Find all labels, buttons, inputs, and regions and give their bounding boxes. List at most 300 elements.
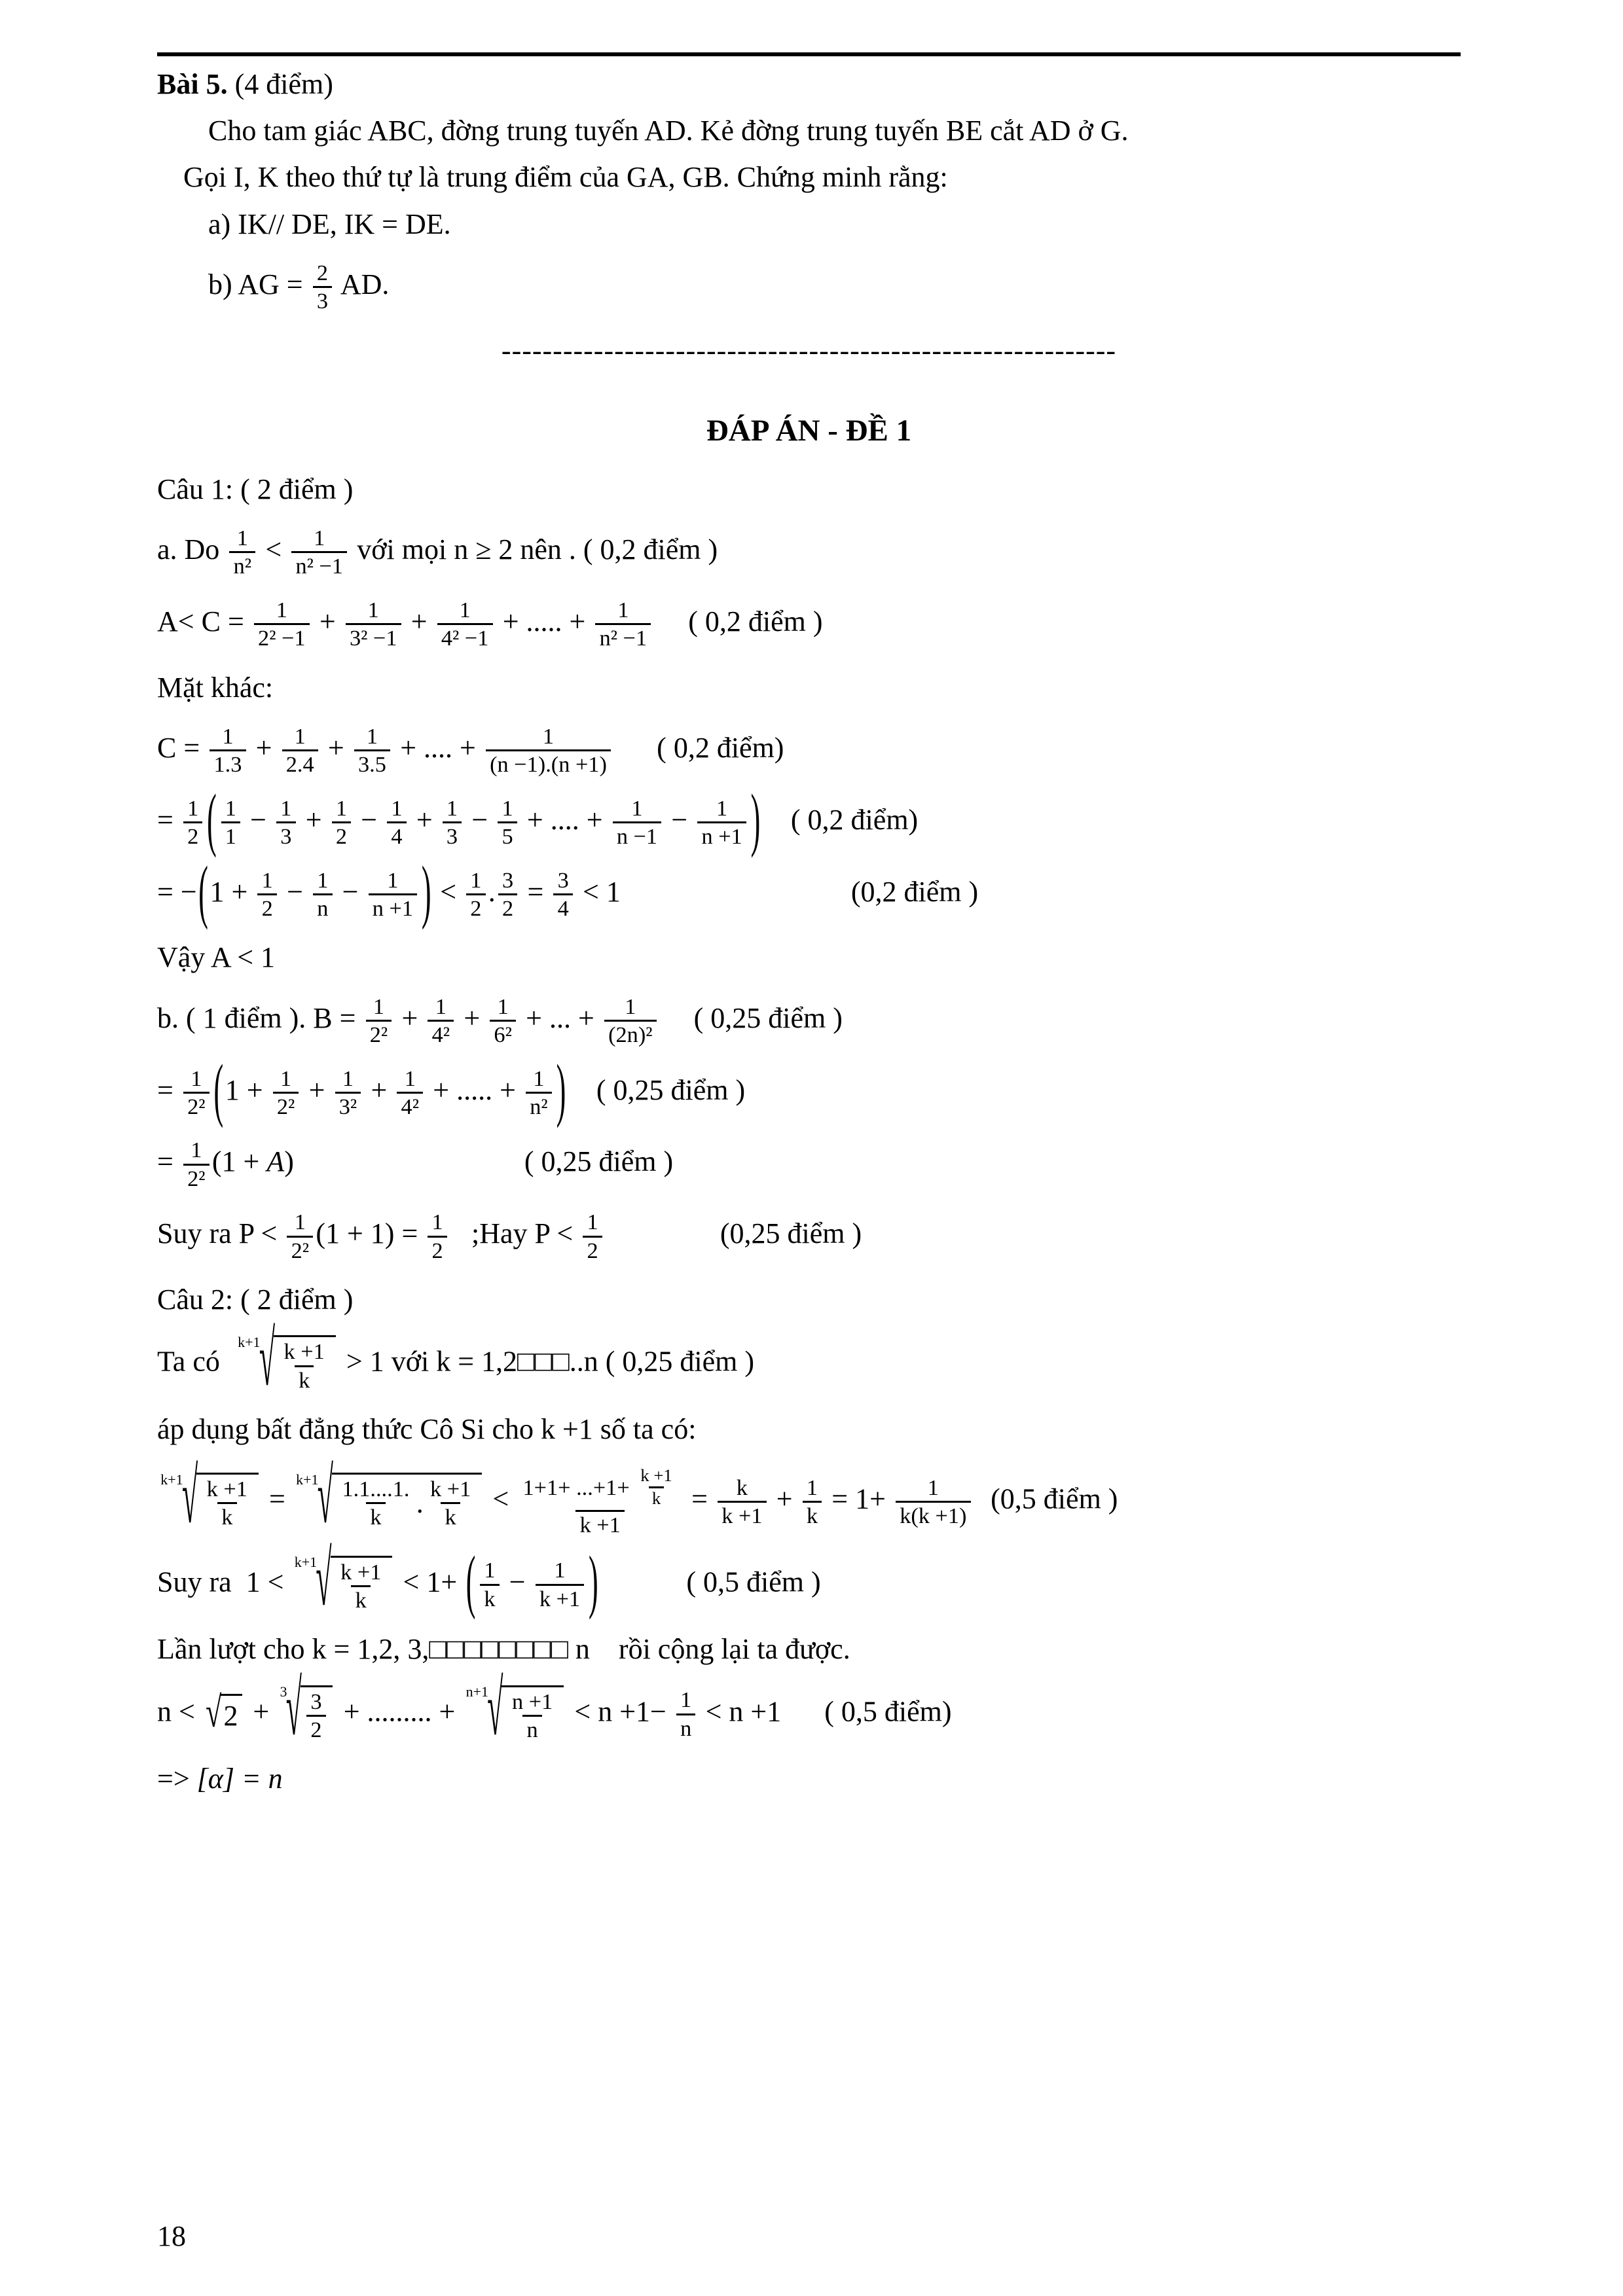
fraction-denominator: 2² — [273, 1092, 299, 1120]
text-run: + — [298, 803, 329, 836]
bai5-item-b — [157, 260, 1461, 315]
fraction-denominator: 2 — [428, 1236, 447, 1264]
fraction-denominator: (2n)² — [604, 1020, 657, 1048]
fraction-numerator: 1 — [533, 1066, 545, 1091]
text-run: < n +1 — [698, 1695, 782, 1728]
radical-index: k+1 — [294, 1554, 318, 1571]
fraction — [354, 723, 390, 778]
answer-heading — [157, 411, 1461, 451]
radical-index: k+1 — [238, 1333, 261, 1350]
fraction-numerator: 1 — [280, 795, 292, 821]
fraction — [254, 597, 310, 652]
text-run: + — [403, 605, 435, 637]
fraction-numerator: 1 — [367, 597, 379, 622]
fraction-denominator: k — [803, 1501, 822, 1529]
fraction-numerator: 1 — [631, 795, 643, 821]
radical-sign: √ — [316, 1535, 332, 1623]
fraction — [803, 1475, 822, 1530]
fraction — [718, 1475, 767, 1530]
text-run: + — [409, 803, 440, 836]
fraction — [273, 1066, 299, 1121]
fraction — [480, 1557, 500, 1612]
cau1-title — [157, 471, 1461, 508]
text-run: ( 0,25 điểm ) — [524, 1145, 674, 1178]
fraction-denominator: k — [649, 1486, 664, 1509]
spacer — [653, 630, 688, 631]
fraction — [428, 1209, 447, 1264]
fraction-denominator: k — [366, 1502, 386, 1530]
fraction-denominator: n −1 — [613, 821, 662, 850]
text-run: (0,2 điểm ) — [850, 875, 979, 908]
text-run: Cho tam giác ABC, đờng trung tuyến AD. Kẻ đờng trung tuyến BE cắt AD ở G. — [208, 115, 1129, 147]
fraction-denominator: n² −1 — [291, 551, 347, 579]
radical — [160, 1453, 259, 1540]
fraction — [202, 1476, 251, 1531]
text-run: < — [485, 1482, 517, 1515]
fraction-numerator: 1 — [366, 723, 378, 749]
radical — [206, 1688, 242, 1737]
fraction-numerator: k +1 — [340, 1559, 382, 1585]
bai5-text-1 — [157, 112, 1461, 149]
text-run: < 1 — [575, 875, 621, 908]
fraction-numerator: k +1 — [283, 1339, 325, 1365]
text-run: [α] = n — [196, 1763, 283, 1795]
text-run: ( 0,5 điểm ) — [686, 1566, 821, 1598]
fraction-numerator: 1 — [191, 1138, 202, 1163]
text-run: 2 — [223, 1699, 238, 1732]
bai5-text-2 — [157, 158, 1461, 196]
text-run: n < — [157, 1695, 202, 1728]
fraction — [437, 597, 493, 652]
radical-sign: √ — [285, 1665, 302, 1753]
text-run: (0,25 điểm ) — [720, 1217, 862, 1250]
text-run: a. Do — [157, 533, 227, 566]
text-run: (4 điểm) — [234, 68, 333, 100]
fraction-numerator: 1 — [222, 723, 234, 749]
text-run: A — [266, 1145, 285, 1178]
text-run: + — [394, 1001, 426, 1034]
fraction-numerator: 1 — [554, 1558, 566, 1583]
radical-sign: √ — [181, 1453, 198, 1540]
text-run: A< C = — [157, 605, 251, 637]
text-run: ( 0,2 điểm ) — [688, 605, 823, 637]
fraction — [210, 723, 246, 778]
text-run: < — [258, 533, 289, 566]
fraction — [387, 795, 407, 850]
text-run: + — [312, 605, 343, 637]
radical-content — [301, 1685, 333, 1744]
fraction — [335, 1066, 361, 1121]
text-run: < 1+ — [395, 1566, 465, 1598]
text-run: = — [157, 803, 181, 836]
radical-content — [196, 1473, 259, 1531]
text-run: ( 0,2 điểm) — [657, 731, 784, 764]
fraction — [366, 994, 392, 1049]
fraction-numerator: 1 — [391, 795, 403, 821]
text-run: ------------------------------------------------------------ — [501, 334, 1117, 367]
text-run: − — [335, 875, 366, 908]
fraction-denominator: (n −1).(n +1) — [486, 749, 611, 778]
fraction — [337, 1559, 386, 1614]
spacer — [600, 1590, 686, 1591]
radical-content — [274, 1335, 336, 1393]
text-run: (1 + 1) = — [316, 1217, 426, 1250]
text-run: + — [320, 731, 352, 764]
cau1a-line4 — [157, 723, 1461, 778]
text-run: + ..... + — [495, 605, 593, 637]
text-run: Ta có — [157, 1345, 234, 1378]
cau1b-line1 — [157, 994, 1461, 1049]
fraction-denominator: 6² — [490, 1020, 516, 1048]
fraction-denominator: k +1 — [536, 1584, 585, 1612]
fraction — [287, 1209, 313, 1264]
fraction-numerator: 1 — [459, 597, 471, 622]
text-run: . — [488, 875, 496, 908]
fraction-numerator: 1 — [236, 526, 248, 551]
fraction — [595, 597, 651, 652]
fraction-denominator: k — [351, 1585, 371, 1613]
fraction-numerator: 1 — [927, 1475, 939, 1500]
fraction — [397, 1066, 423, 1121]
fraction — [553, 867, 573, 922]
spacer — [781, 1720, 824, 1721]
text-run: < — [433, 875, 464, 908]
text-run: + ......... + — [336, 1695, 463, 1728]
text-run: b. ( 1 điểm ). B = — [157, 1001, 363, 1034]
fraction — [428, 994, 454, 1049]
text-run: (1 + — [211, 1145, 267, 1178]
text-run: với mọi n ≥ 2 nên . ( 0,2 điểm ) — [350, 533, 718, 566]
fraction — [183, 795, 203, 850]
fraction-numerator: n +1 — [512, 1689, 553, 1714]
cau2-line7 — [157, 1760, 1461, 1797]
text-run: a) IK// DE, IK = DE. — [208, 207, 451, 240]
fraction-numerator: 3 — [310, 1689, 322, 1714]
radical-sign: √ — [259, 1316, 275, 1403]
text-run: ĐÁP ÁN - ĐỀ 1 — [706, 413, 912, 448]
fraction-numerator: 1 — [435, 994, 447, 1019]
cau1a-line7 — [157, 939, 1461, 976]
fraction-denominator: 2² — [287, 1236, 313, 1264]
text-run: + — [363, 1073, 395, 1106]
fraction — [332, 795, 352, 850]
cau2-line5 — [157, 1630, 1461, 1668]
fraction-denominator: n +1 — [697, 821, 746, 850]
fraction-numerator: 1 — [431, 1210, 443, 1235]
text-run: ( 0,25 điểm ) — [596, 1073, 746, 1106]
text-run: Bài 5. — [157, 68, 235, 100]
text-run: ) — [284, 1145, 294, 1178]
text-run: + — [301, 1073, 333, 1106]
fraction-numerator: 2 — [316, 260, 329, 285]
fraction — [490, 994, 516, 1049]
fraction-denominator: 2 — [583, 1236, 602, 1264]
fraction — [498, 795, 517, 850]
text-run: ;Hay P < — [449, 1217, 581, 1250]
fraction-denominator: 2 — [466, 893, 486, 922]
text-run: − — [280, 875, 310, 908]
fraction-numerator: 3 — [557, 867, 569, 893]
cau2-line6 — [157, 1665, 1461, 1753]
fraction — [280, 1338, 329, 1393]
text-run: 1+1+ ...+1+ — [522, 1475, 636, 1500]
radical-content — [501, 1685, 564, 1744]
radical — [296, 1453, 482, 1540]
fraction — [313, 260, 333, 315]
fraction — [221, 795, 241, 850]
fraction-numerator: k +1 — [206, 1477, 247, 1501]
fraction-denominator: 2² — [183, 1164, 210, 1192]
text-run: − — [354, 803, 385, 836]
fraction-numerator: 1 — [342, 1066, 354, 1091]
fraction-numerator: 1 — [294, 723, 306, 749]
radical-index: k+1 — [160, 1471, 183, 1488]
text-run: AD. — [335, 268, 390, 300]
radical-content — [332, 1473, 482, 1531]
big-paren-open: ( — [465, 1542, 476, 1621]
radical-index: n+1 — [465, 1683, 489, 1700]
fraction-numerator: 1 — [261, 867, 273, 893]
top-rule — [157, 52, 1461, 56]
fraction-numerator: 1 — [373, 994, 385, 1019]
text-run: Suy ra P < — [157, 1217, 285, 1250]
fraction-numerator: 3 — [502, 867, 514, 893]
fraction-numerator: 1 — [191, 1066, 202, 1091]
fraction — [346, 597, 401, 652]
separator-dashes — [157, 332, 1461, 369]
text-run: Câu 2: ( 2 điểm ) — [157, 1283, 354, 1316]
fraction-numerator: 1 — [387, 867, 399, 893]
fraction-numerator: 1 — [276, 597, 287, 622]
text-run: − — [664, 803, 695, 836]
text-run: ( 0,2 điểm) — [790, 803, 919, 836]
fraction-denominator: 2 — [183, 821, 203, 850]
text-run: Lần lượt cho k = 1,2, 3,□□□□□□□□ n rồi cộng lại ta được. — [157, 1633, 850, 1666]
fraction-denominator: 2² — [183, 1092, 210, 1120]
fraction-numerator: 1 — [317, 867, 329, 893]
text-run: (0,5 điểm ) — [991, 1482, 1118, 1515]
fraction-numerator: 1 — [542, 723, 555, 749]
text-run: áp dụng bất đẳng thức Cô Si cho k +1 số ta có: — [157, 1413, 697, 1446]
spacer — [659, 1027, 694, 1028]
fraction-numerator: 1 — [314, 526, 325, 551]
big-paren-close: ) — [421, 852, 431, 931]
fraction-denominator: 1 — [221, 821, 241, 850]
fraction-numerator: 1 — [225, 795, 236, 821]
cau1b-line2 — [157, 1050, 1461, 1130]
text-run: + — [246, 1695, 277, 1728]
fraction-denominator: 3² — [335, 1092, 361, 1120]
text-run: Vậy A < 1 — [157, 941, 276, 974]
fraction-denominator: k +1 — [718, 1501, 767, 1529]
fraction-numerator: 1 — [617, 597, 629, 622]
text-run: = — [520, 875, 551, 908]
fraction-denominator: k — [441, 1502, 460, 1530]
fraction — [426, 1476, 475, 1531]
fraction-numerator: 1 — [716, 795, 728, 821]
big-paren-open: ( — [213, 1050, 224, 1130]
big-paren-open: ( — [207, 780, 217, 859]
fraction-denominator: 2 — [306, 1715, 326, 1743]
text-run: = − — [157, 875, 197, 908]
text-run: => — [157, 1763, 197, 1795]
fraction-numerator: 1.1....1. — [342, 1477, 410, 1501]
fraction-denominator: 2² — [366, 1020, 392, 1048]
text-run: . — [416, 1487, 424, 1520]
cau2-line4 — [157, 1535, 1461, 1623]
bai5-title — [157, 65, 1461, 103]
big-paren-open: ( — [198, 852, 208, 931]
fraction-denominator: 2² −1 — [254, 623, 310, 651]
text-run: Suy ra 1 < — [157, 1566, 291, 1598]
fraction-numerator: 1 — [806, 1475, 818, 1500]
fraction — [466, 867, 486, 922]
text-run: 1 + — [210, 875, 255, 908]
fraction-numerator: k — [736, 1475, 748, 1500]
document-body — [157, 65, 1461, 1798]
fraction-denominator: k +1 — [575, 1510, 625, 1538]
radical-sign: √ — [487, 1665, 503, 1753]
cau1a-line1 — [157, 525, 1461, 580]
fraction-numerator: 1 — [280, 1066, 292, 1091]
text-run: + .... + — [393, 731, 483, 764]
fraction-numerator: 1 — [446, 795, 458, 821]
text-run: = — [262, 1482, 293, 1515]
fraction-denominator: 3.5 — [354, 749, 390, 778]
text-run: < n +1− — [567, 1695, 674, 1728]
fraction-numerator: 1 — [404, 1066, 416, 1091]
fraction — [613, 795, 662, 850]
fraction-denominator: 3 — [276, 821, 296, 850]
fraction-denominator: 4² — [397, 1092, 423, 1120]
fraction-denominator: n +1 — [369, 893, 418, 922]
fraction — [338, 1476, 413, 1531]
bai5-item-a — [157, 206, 1461, 243]
fraction-denominator: n — [676, 1713, 696, 1742]
fraction-numerator — [519, 1465, 682, 1510]
fraction-denominator: 2 — [332, 821, 352, 850]
fraction-denominator: k — [217, 1502, 237, 1530]
radical — [238, 1316, 336, 1403]
radical — [465, 1665, 564, 1753]
fraction — [604, 994, 657, 1049]
text-run: C = — [157, 731, 208, 764]
fraction-denominator: 2 — [498, 893, 518, 922]
radical-sign: √ — [317, 1453, 333, 1540]
fraction — [526, 1066, 552, 1121]
fraction — [896, 1475, 971, 1530]
fraction-numerator: 1 — [470, 867, 482, 893]
fraction — [536, 1557, 585, 1612]
fraction — [583, 1209, 602, 1264]
fraction — [443, 795, 462, 850]
fraction-denominator: 3 — [443, 821, 462, 850]
cau2-line2 — [157, 1410, 1461, 1448]
radical-content — [331, 1556, 393, 1614]
radical-index: 3 — [280, 1683, 287, 1700]
cau1a-line5 — [157, 780, 1461, 859]
fraction-numerator: 1 — [484, 1558, 496, 1583]
fraction-denominator: n² −1 — [595, 623, 651, 651]
text-run: Câu 1: ( 2 điểm ) — [157, 473, 354, 505]
fraction-denominator: 4 — [553, 893, 573, 922]
fraction-numerator: 1 — [335, 795, 347, 821]
fraction-denominator: 3 — [313, 286, 333, 314]
spacer — [294, 1170, 524, 1171]
big-paren-close: ) — [589, 1542, 598, 1621]
text-run: = 1+ — [824, 1482, 893, 1515]
text-run: + — [456, 1001, 488, 1034]
text-run: Gọi I, K theo thứ tự là trung điểm của GA, GB. Chứng minh rằng: — [183, 161, 948, 194]
text-run: = — [684, 1482, 715, 1515]
fraction-denominator: n — [313, 893, 333, 922]
fraction — [637, 1465, 675, 1509]
text-run: Mặt khác: — [157, 671, 274, 704]
fraction — [276, 795, 296, 850]
fraction-numerator: 1 — [587, 1210, 598, 1235]
fraction — [313, 867, 333, 922]
fraction-denominator: k — [295, 1365, 314, 1393]
fraction-numerator: 1 — [187, 795, 199, 821]
fraction-denominator: n² — [526, 1092, 552, 1120]
fraction — [508, 1689, 557, 1744]
spacer — [974, 1508, 991, 1509]
radical — [280, 1665, 333, 1753]
fraction-numerator: 1 — [497, 994, 509, 1019]
fraction — [519, 1465, 682, 1538]
fraction-numerator: 1 — [294, 1210, 306, 1235]
text-run: − — [464, 803, 496, 836]
radical-index: k+1 — [296, 1471, 319, 1488]
fraction — [498, 867, 518, 922]
text-run: ( 0,25 điểm ) — [693, 1001, 843, 1034]
cau2-line3 — [157, 1453, 1461, 1540]
fraction-denominator: 4² — [428, 1020, 454, 1048]
fraction — [486, 723, 611, 778]
text-run: + — [769, 1482, 800, 1515]
fraction — [306, 1689, 326, 1744]
fraction — [229, 525, 255, 580]
cau2-title — [157, 1281, 1461, 1318]
text-run: − — [243, 803, 274, 836]
spacer — [568, 1099, 596, 1100]
fraction-numerator: 1 — [680, 1687, 692, 1713]
fraction-denominator: 2.4 — [282, 749, 318, 778]
text-run: + ... + — [519, 1001, 602, 1034]
fraction-denominator: 1.3 — [210, 749, 246, 778]
fraction-denominator: 2 — [257, 893, 277, 922]
fraction-denominator: n — [522, 1715, 542, 1743]
text-run: + — [248, 731, 280, 764]
cau1b-line4 — [157, 1209, 1461, 1264]
fraction — [291, 525, 347, 580]
text-run: = — [157, 1073, 181, 1106]
fraction-numerator: k +1 — [640, 1465, 672, 1486]
fraction — [282, 723, 318, 778]
fraction-denominator: k(k +1) — [896, 1501, 971, 1529]
radical-sign: √ — [206, 1688, 222, 1737]
fraction-denominator: 4² −1 — [437, 623, 493, 651]
page-number: 18 — [157, 2220, 186, 2252]
fraction-denominator: 3² −1 — [346, 623, 401, 651]
fraction-denominator: 4 — [387, 821, 407, 850]
radical — [294, 1535, 393, 1623]
text-run: = — [157, 1145, 181, 1178]
spacer — [605, 1242, 720, 1243]
fraction — [369, 867, 418, 922]
big-paren-close: ) — [750, 780, 761, 859]
cau1a-line3 — [157, 669, 1461, 706]
